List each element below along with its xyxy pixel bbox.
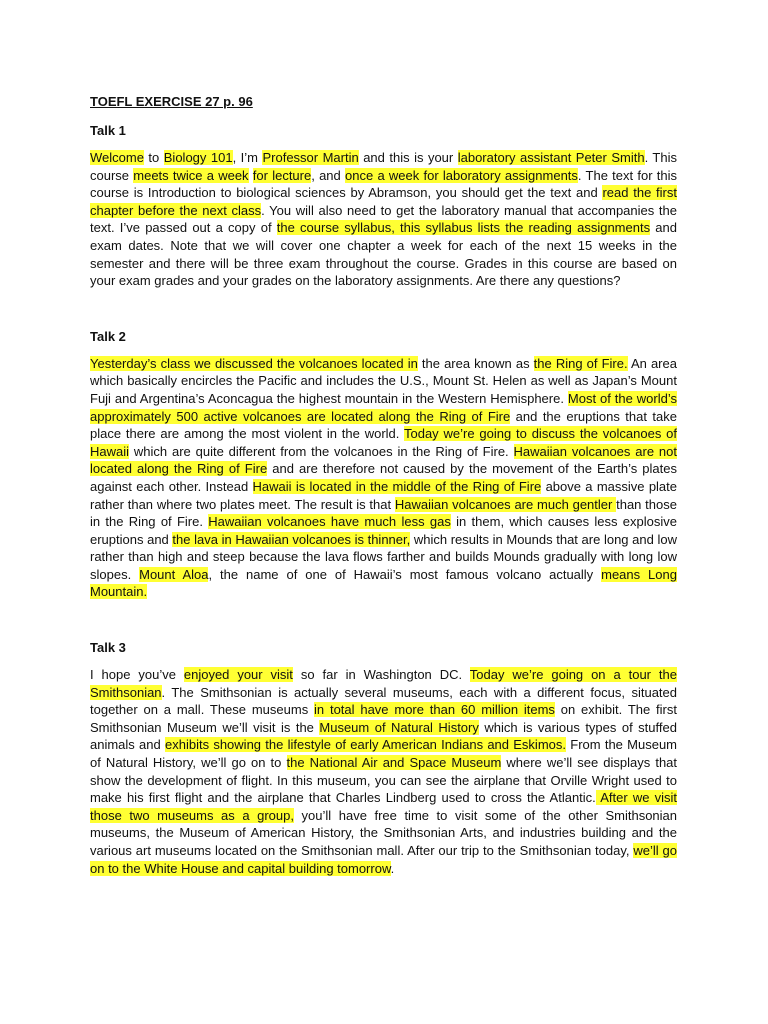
highlighted-text: Professor Martin bbox=[262, 150, 359, 165]
highlighted-text: read the first chapter before the next class bbox=[90, 185, 677, 218]
highlighted-text: Today we’re going to discuss the volcanoes of Hawaii bbox=[90, 426, 677, 459]
body-text: which is various types of stuffed animals and bbox=[90, 719, 677, 753]
document-title: TOEFL EXERCISE 27 p. 96 bbox=[90, 94, 253, 109]
body-text: where we’ll see displays that show the development of flight. In this museum, you can see the airplane that Orville Wright used to make his first flight and the airplane that Charles Lindberg used to cross the Atlantic. bbox=[90, 755, 678, 806]
document-page bbox=[90, 93, 677, 877]
body-text: and exam dates. Note that we will cover one chapter a week for each of the next 15 weeks in the semester and there will be three exam throughout the course. Grades in this course are based on your exam grades and your grades on the laboratory assignments. Are there any questions? bbox=[90, 220, 677, 289]
body-text: . You will also need to get the laboratory manual that accompanies the text. I’ve passed out a copy of bbox=[90, 202, 677, 236]
highlighted-text: Museum of Natural History bbox=[319, 719, 479, 735]
body-text: , and bbox=[311, 167, 346, 183]
highlighted-text: laboratory assistant Peter Smith bbox=[457, 150, 645, 165]
highlighted-text: in total have more than 60 million items bbox=[314, 702, 555, 718]
talk-heading: Talk 2 bbox=[90, 328, 126, 344]
body-text: . The Smithsonian is actually several museums, each with a different focus, situated together on a mall. These museums bbox=[90, 684, 677, 718]
talk-paragraph bbox=[90, 355, 677, 601]
highlighted-text: we’ll go on to the White House and capital building tomorrow bbox=[90, 843, 678, 876]
body-text: and are therefore not caused by the movement of the Earth’s plates against each other. Instead bbox=[90, 461, 677, 494]
highlighted-text: meets twice a week bbox=[133, 167, 249, 183]
body-text: on exhibit. The first Smithsonian Museum we’ll visit is the bbox=[90, 702, 677, 735]
highlighted-text: Biology 101 bbox=[163, 150, 233, 165]
highlighted-text: the course syllabus, this syllabus lists the reading assignments bbox=[276, 220, 651, 236]
body-text: in them, which causes less explosive eruptions and bbox=[90, 514, 677, 547]
highlighted-text: After we visit those two museums as a group, bbox=[90, 790, 678, 823]
body-text: . bbox=[390, 860, 395, 876]
body-text: which results in Mounds that are long and low rather than high and steep because the lava flows farther and builds Mounds gradually with long low slopes. bbox=[90, 531, 677, 582]
highlighted-text: enjoyed your visit bbox=[183, 667, 293, 683]
highlighted-text: the National Air and Space Museum bbox=[286, 755, 502, 771]
body-text: which are quite different from the volcanoes in the Ring of Fire. bbox=[129, 443, 514, 459]
highlighted-text: the lava in Hawaiian volcanoes is thinner, bbox=[172, 531, 411, 547]
body-text: An area which basically encircles the Pacific and includes the U.S., Mount St. Helen as well as Japan’s Mount Fuji and Argentina’s Aconcagua the highest mountain in the Western Hemisphere. bbox=[90, 355, 677, 406]
talk-paragraph bbox=[90, 149, 677, 290]
highlighted-text: Hawaiian volcanoes are much gentler bbox=[394, 496, 617, 512]
highlighted-text: means Long Mountain. bbox=[90, 566, 677, 600]
highlighted-text: Hawaii is located in the middle of the Ring of Fire bbox=[252, 478, 542, 494]
highlighted-text: Hawaiian volcanoes have much less gas bbox=[208, 514, 451, 530]
talk-section bbox=[90, 328, 677, 601]
highlighted-text: Most of the world’s approximately 500 active volcanoes are located along the Ring of Fire bbox=[90, 390, 678, 424]
talk-heading: Talk 3 bbox=[90, 640, 126, 656]
highlighted-text: the Ring of Fire. bbox=[533, 355, 628, 371]
highlighted-text: once a week for laboratory assignments bbox=[345, 167, 578, 183]
body-text: to bbox=[143, 150, 164, 165]
body-text: than those in the Ring of Fire. bbox=[90, 496, 677, 530]
body-text: . The text for this course is Introduction to biological sciences by Abramson, you should get the text and bbox=[90, 167, 677, 201]
highlighted-text: Mount Aloa bbox=[139, 566, 209, 582]
body-text: above a massive plate rather than where two plates meet. The result is that bbox=[90, 478, 678, 512]
body-text: From the Museum of Natural History, we’ll go on to bbox=[90, 737, 677, 771]
body-text: you’ll have free time to visit some of the other Smithsonian museums, the Museum of American History, the Smithsonian Arts, and industries building and the various art museums located on the Smithsonian mall. After our trip to the Smithsonian today, bbox=[90, 807, 678, 858]
body-text: I hope you’ve bbox=[90, 667, 184, 683]
body-text: and the eruptions that take place there are among the most violent in the world. bbox=[90, 408, 677, 442]
body-text: so far in Washington DC. bbox=[292, 667, 470, 683]
talk-section bbox=[90, 122, 677, 290]
body-text: , the name of one of Hawaii’s most famous volcano actually bbox=[208, 566, 602, 582]
body-text: the area known as bbox=[417, 355, 534, 371]
highlighted-text: Today we’re going on a tour the Smithsonian bbox=[90, 667, 677, 700]
talk-paragraph bbox=[90, 666, 677, 877]
talk-heading: Talk 1 bbox=[90, 123, 126, 138]
body-text: , I’m bbox=[232, 150, 263, 165]
highlighted-text: Yesterday’s class we discussed the volcanoes located in bbox=[90, 355, 418, 371]
body-text: and this is your bbox=[358, 150, 458, 165]
highlighted-text: exhibits showing the lifestyle of early American Indians and Eskimos. bbox=[165, 737, 566, 753]
highlighted-text: Welcome bbox=[90, 150, 144, 165]
highlighted-text: for lecture bbox=[252, 167, 312, 183]
highlighted-text: Hawaiian volcanoes are not located along the Ring of Fire bbox=[90, 443, 677, 477]
body-text: . This course bbox=[90, 150, 677, 183]
talk-section bbox=[90, 639, 677, 877]
